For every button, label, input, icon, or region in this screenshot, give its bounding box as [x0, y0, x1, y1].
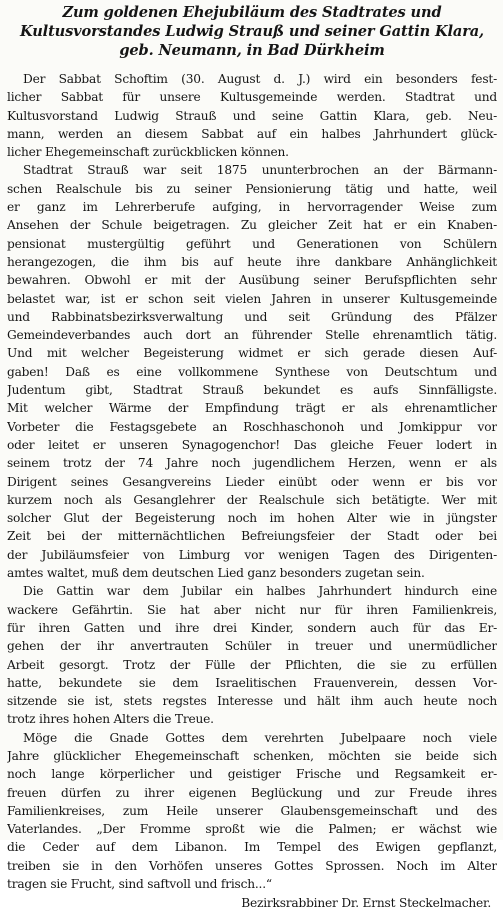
- text-line: Die Gattin war dem Jubilar ein halbes Jahrhundert hindurch eine: [23, 584, 497, 599]
- text-line: schen Realschule bis zu seiner Pensionierung tätig und hatte, weil: [7, 181, 497, 196]
- text-line: pensionat mustergültig geführt und Generationen von Schülern: [7, 236, 497, 251]
- text-line: gaben! Daß es eine vollkommene Synthese von Deutschtum und: [7, 364, 497, 379]
- text-line: er ganz im Lehrerberufe aufging, in hervorragender Weise zum: [7, 200, 497, 215]
- text-line: Jahre glücklicher Ehegemeinschaft schenken, möchten sie beide sich: [7, 748, 497, 763]
- text-line: Mit welcher Wärme der Empfindung trägt er als ehrenamtlicher: [7, 401, 497, 416]
- text-line: tragen sie Frucht, sind saftvoll und frisch...“: [7, 877, 272, 892]
- text-line: Zeit bei der mitternächtlichen Befreiungsfeier der Stadt oder bei: [7, 529, 497, 544]
- text-line: gehen der ihr anvertrauten Schüler in treuer und unermüdlicher: [7, 639, 497, 654]
- text-line: Arbeit gesorgt. Trotz der Fülle der Pflichten, die sie zu erfüllen: [7, 657, 497, 672]
- text-line: und Rabbinatsbezirksverwaltung und seit Gründung des Pfälzer: [7, 309, 497, 324]
- text-line: seinem trotz der 74 Jahre noch jugendlichem Herzen, wenn er als: [7, 456, 497, 471]
- text-line: für ihren Gatten und ihre drei Kinder, sondern auch für das Er-: [7, 620, 497, 635]
- text-line: Dirigent seines Gesangvereins Lieder einübt oder wenn er bis vor: [7, 474, 497, 489]
- text-line: licher Ehegemeinschaft zurückblicken können.: [7, 145, 289, 160]
- text-line: Stadtrat Strauß war seit 1875 ununterbrochen an der Bärmann-: [23, 163, 497, 178]
- text-line: amtes waltet, muß dem deutschen Lied ganz besonders zugetan sein.: [7, 566, 425, 581]
- text-line: noch lange körperlicher und geistiger Frische und Regsamkeit er-: [7, 767, 497, 782]
- text-line: Und mit welcher Begeisterung widmet er sich gerade diesen Auf-: [7, 346, 497, 361]
- text-line: oder leitet er unseren Synagogenchor! Das gleiche Feuer lodert in: [7, 437, 497, 452]
- text-line: freuen dürfen zu ihrer eigenen Beglückung und zur Freude ihres: [7, 785, 497, 800]
- article-body: [7, 70, 497, 913]
- text-line: Kultusvorstand Ludwig Strauß und seine Gattin Klara, geb. Neu-: [7, 108, 497, 123]
- text-line: herangezogen, die ihm bis auf heute ihre dankbare Anhänglichkeit: [7, 254, 497, 269]
- text-line: Der Sabbat Schoftim (30. August d. J.) wird ein besonders fest-: [23, 72, 497, 86]
- text-line: trotz ihres hohen Alters die Treue.: [7, 712, 214, 727]
- text-line: Vorbeter die Festagsgebete an Roschhaschonoh und Jomkippur vor: [7, 419, 497, 434]
- text-line: der Jubiläumsfeier von Limburg vor wenigen Tagen des Dirigenten-: [7, 547, 497, 562]
- author-signature: Bezirksrabbiner Dr. Ernst Steckelmacher.: [241, 896, 491, 911]
- text-line: Gemeindeverbandes auch dort an führender Stelle ehrenamtlich tätig.: [7, 328, 497, 343]
- text-line: Möge die Gnade Gottes dem verehrten Jubelpaare noch viele: [23, 730, 497, 745]
- text-line: licher Sabbat für unsere Kultusgemeinde werden. Stadtrat und: [7, 90, 497, 105]
- article-headline: Zum goldenen Ehejubiläum des Stadtrates und Kultusvorstandes Ludwig Strauß und seiner Gattin Klara, geb. Neumann, in Bad Dürkheim: [20, 4, 484, 59]
- text-line: Familienkreises, zum Heile unserer Glaubensgemeinschaft und des: [7, 803, 497, 818]
- text-line: treiben sie in den Vorhöfen unseres Gottes Sprossen. Noch im Alter: [7, 858, 497, 873]
- text-line: Ansehen der Schule beigetragen. Zu gleicher Zeit hat er ein Knaben-: [7, 218, 497, 233]
- text-line: belastet war, ist er schon seit vielen Jahren in unserer Kultusgemeinde: [7, 291, 497, 306]
- text-line: kurzem noch als Gesanglehrer der Realschule sich betätigte. Wer mit: [7, 492, 497, 507]
- text-line: mann, werden an diesem Sabbat auf ein halbes Jahrhundert glück-: [7, 126, 497, 141]
- text-line: hatte, bekundete sie dem Israelitischen Frauenverein, dessen Vor-: [7, 675, 497, 690]
- text-line: die Ceder auf dem Libanon. Im Tempel des Ewigen gepflanzt,: [7, 840, 497, 855]
- text-line: solcher Glut der Begeisterung noch im hohen Alter wie in jüngster: [7, 511, 497, 526]
- text-line: sitzende sie ist, stets regstes Interesse und hält ihm auch heute noch: [7, 694, 497, 709]
- text-line: Vaterlandes. „Der Fromme sproßt wie die Palmen; er wächst wie: [7, 822, 497, 837]
- text-line: bewahren. Obwohl er mit der Ausübung seiner Berufspflichten sehr: [7, 273, 497, 288]
- text-line: wackere Gefährtin. Sie hat aber nicht nur für ihren Familienkreis,: [7, 602, 497, 617]
- text-line: Judentum gibt, Stadtrat Strauß bekundet es aufs Sinnfälligste.: [7, 383, 497, 398]
